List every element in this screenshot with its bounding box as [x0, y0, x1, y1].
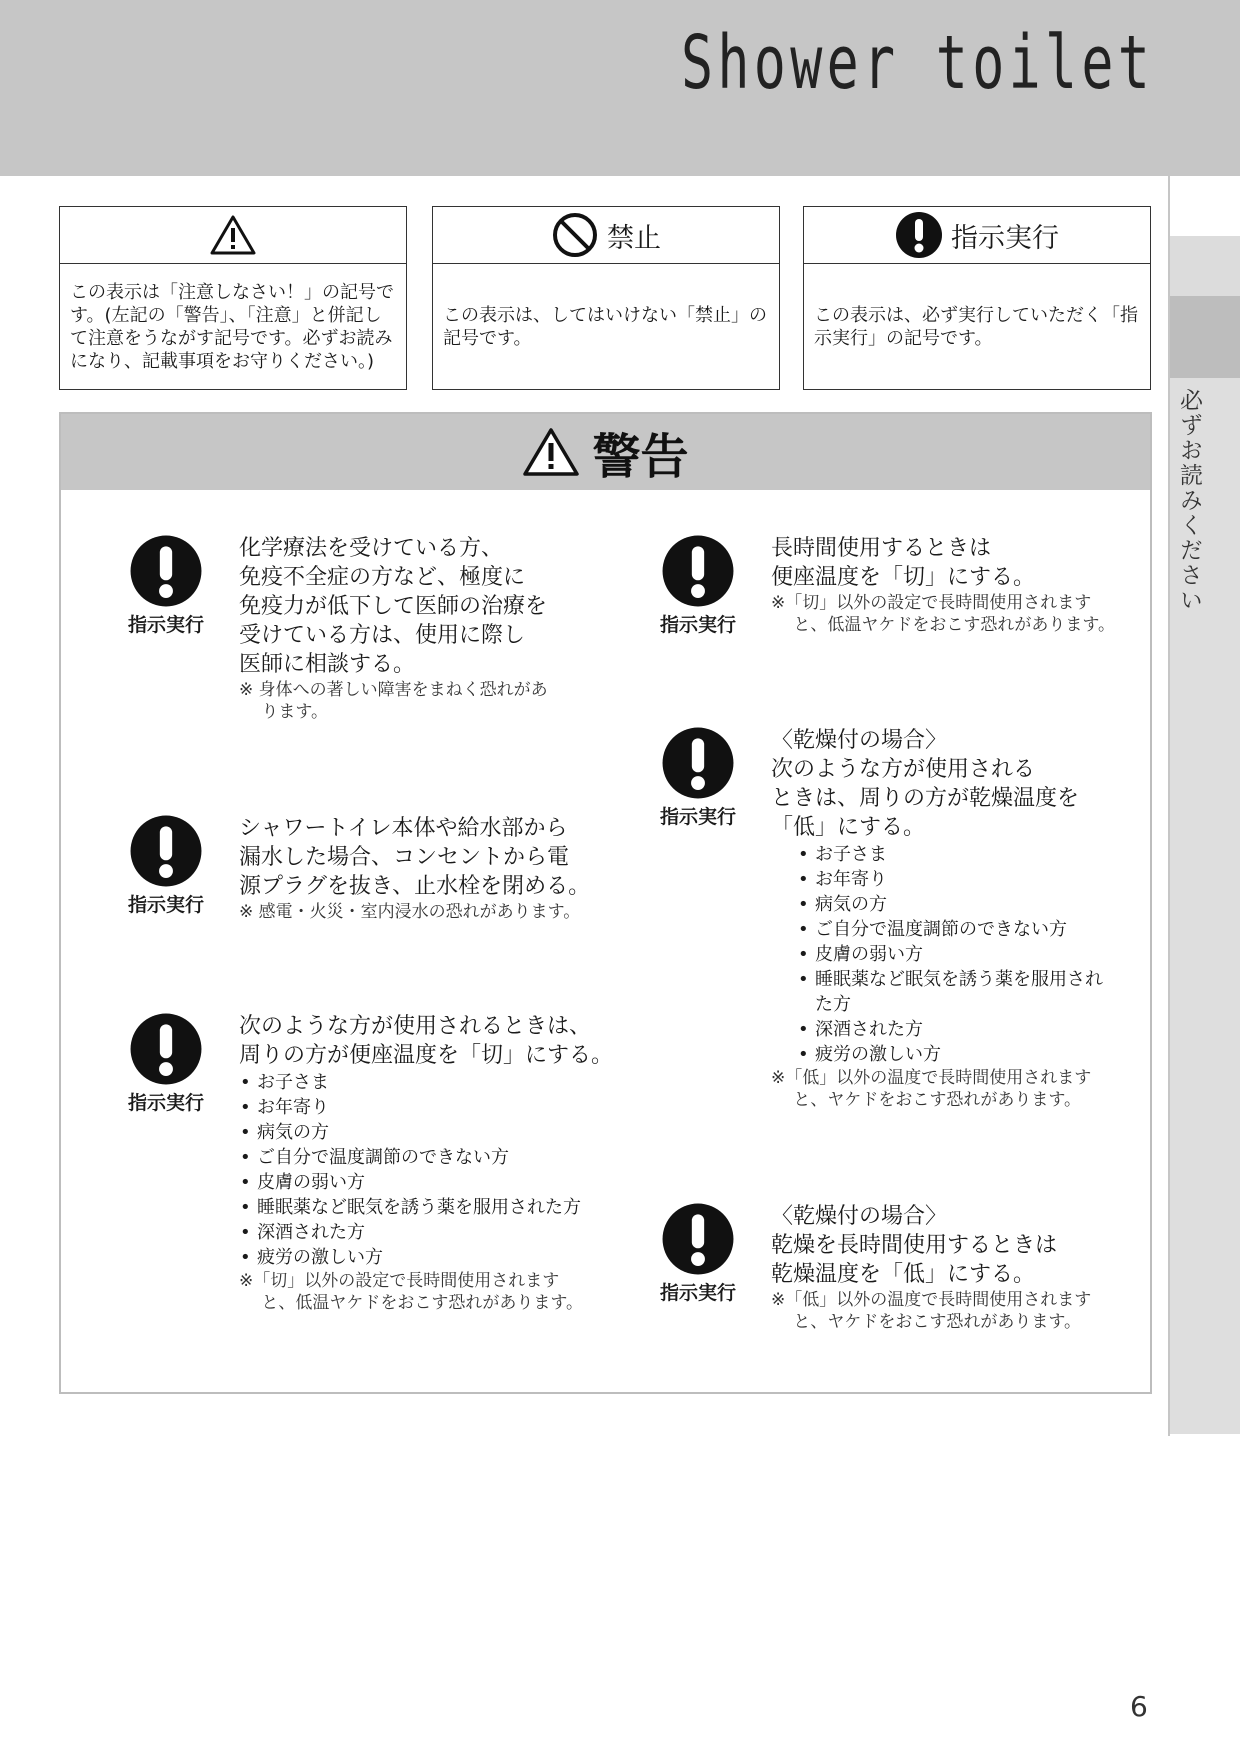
mandatory-icon — [129, 814, 203, 888]
bullet-list — [797, 842, 1141, 1067]
warning-note: ※「切」以外の設定で長時間使用されます と、低温ヤケドをおこす恐れがあります。 — [239, 1271, 584, 1313]
mandatory-icon — [661, 726, 735, 800]
list-item: • お子さま — [239, 1070, 619, 1095]
list-item: • 皮膚の弱い方 — [239, 1170, 619, 1195]
side-tab-active — [1170, 296, 1240, 378]
mandatory-label: 指示実行 — [127, 614, 204, 636]
warning-note: ※ 身体への著しい障害をまねく恐れがあ ります。 — [239, 680, 548, 722]
list-item: • 皮膚の弱い方 — [797, 942, 1141, 967]
list-item: • お年寄り — [239, 1095, 619, 1120]
list-item: • ご自分で温度調節のできない方 — [797, 917, 1141, 942]
mandatory-icon — [129, 534, 203, 608]
bullet-list — [239, 1070, 619, 1270]
warning-note: ※ 感電・火災・室内浸水の恐れがあります。 — [239, 902, 581, 922]
mandatory-label: 指示実行 — [659, 806, 736, 828]
warning-main-text: 〈乾燥付の場合〉 次のような方が使用される ときは、周りの方が乾燥温度を 「低」にする。 — [771, 728, 1080, 840]
warning-section — [59, 412, 1152, 1394]
page-number: 6 — [1130, 1690, 1148, 1723]
list-item: • 深酒された方 — [239, 1220, 619, 1245]
warning-main-text: シャワートイレ本体や給水部から 漏水した場合、コンセントから電 源プラグを抜き、止水栓を閉める。 — [239, 816, 591, 899]
warning-header — [61, 414, 1150, 490]
mandatory-icon — [661, 534, 735, 608]
mandatory-icon — [661, 1202, 735, 1276]
warning-triangle-icon — [522, 427, 580, 477]
list-item: • 疲労の激しい方 — [239, 1245, 619, 1270]
mandatory-icon — [895, 211, 943, 259]
mandatory-label: 指示実行 — [127, 1092, 204, 1114]
warning-main-text: 次のような方が使用されるときは、 周りの方が便座温度を「切」にする。 — [239, 1014, 614, 1068]
mandatory-label: 指示実行 — [127, 894, 204, 916]
mandatory-label: 指示実行 — [659, 1282, 736, 1304]
warning-note: ※「切」以外の設定で長時間使用されます と、低温ヤケドをおこす恐れがあります。 — [771, 593, 1116, 635]
legend-prohibition-text: この表示は、してはいけない「禁止」の記号です。 — [443, 305, 767, 349]
warning-main-text: 〈乾燥付の場合〉 乾燥を長時間使用するときは 乾燥温度を「低」にする。 — [771, 1204, 1058, 1287]
list-item: • 病気の方 — [239, 1120, 619, 1145]
list-item: • 深酒された方 — [797, 1017, 1141, 1042]
list-item: • 病気の方 — [797, 892, 1141, 917]
list-item: • ご自分で温度調節のできない方 — [239, 1145, 619, 1170]
legend-mandatory — [803, 206, 1151, 390]
side-tab-upper — [1170, 236, 1240, 296]
legend-prohibition — [432, 206, 780, 390]
warning-note: ※「低」以外の温度で長時間使用されます と、ヤケドをおこす恐れがあります。 — [771, 1290, 1092, 1332]
legend-caution-text: この表示は「注意しなさい！」の記号です。(左記の「警告」、「注意」と併記して注意をうながす記号です。必ずお読みになり、記載事項をお守りください。) — [70, 282, 394, 372]
legend-caution — [59, 206, 407, 390]
list-item: • お年寄り — [797, 867, 1141, 892]
side-tab-label: 必ずお読みください — [1176, 388, 1202, 613]
header-band — [0, 0, 1240, 176]
warning-main-text: 長時間使用するときは 便座温度を「切」にする。 — [771, 536, 1036, 590]
mandatory-icon — [129, 1012, 203, 1086]
legend-prohibition-title: 禁止 — [607, 222, 661, 254]
legend-mandatory-title: 指示実行 — [951, 222, 1059, 254]
warning-triangle-icon — [209, 214, 257, 256]
prohibition-icon — [551, 211, 599, 259]
mandatory-label: 指示実行 — [659, 614, 736, 636]
list-item: • 疲労の激しい方 — [797, 1042, 1141, 1067]
list-item: • お子さま — [797, 842, 1141, 867]
warning-title: 警告 — [592, 428, 689, 485]
warning-main-text: 化学療法を受けている方、 免疫不全症の方など、極度に 免疫力が低下して医師の治療を 受けている方は、使用に際し 医師に相談する。 — [239, 536, 548, 677]
brand-logo: Shower toilet — [680, 20, 1154, 106]
list-item: • 睡眠薬など眠気を誘う薬を服用された方 — [239, 1195, 619, 1220]
warning-note: ※「低」以外の温度で長時間使用されます と、ヤケドをおこす恐れがあります。 — [771, 1068, 1092, 1110]
list-item: • 睡眠薬など眠気を誘う薬を服用され た方 — [797, 967, 1141, 1017]
legend-mandatory-text: この表示は、必ず実行していただく「指示実行」の記号です。 — [814, 305, 1138, 349]
